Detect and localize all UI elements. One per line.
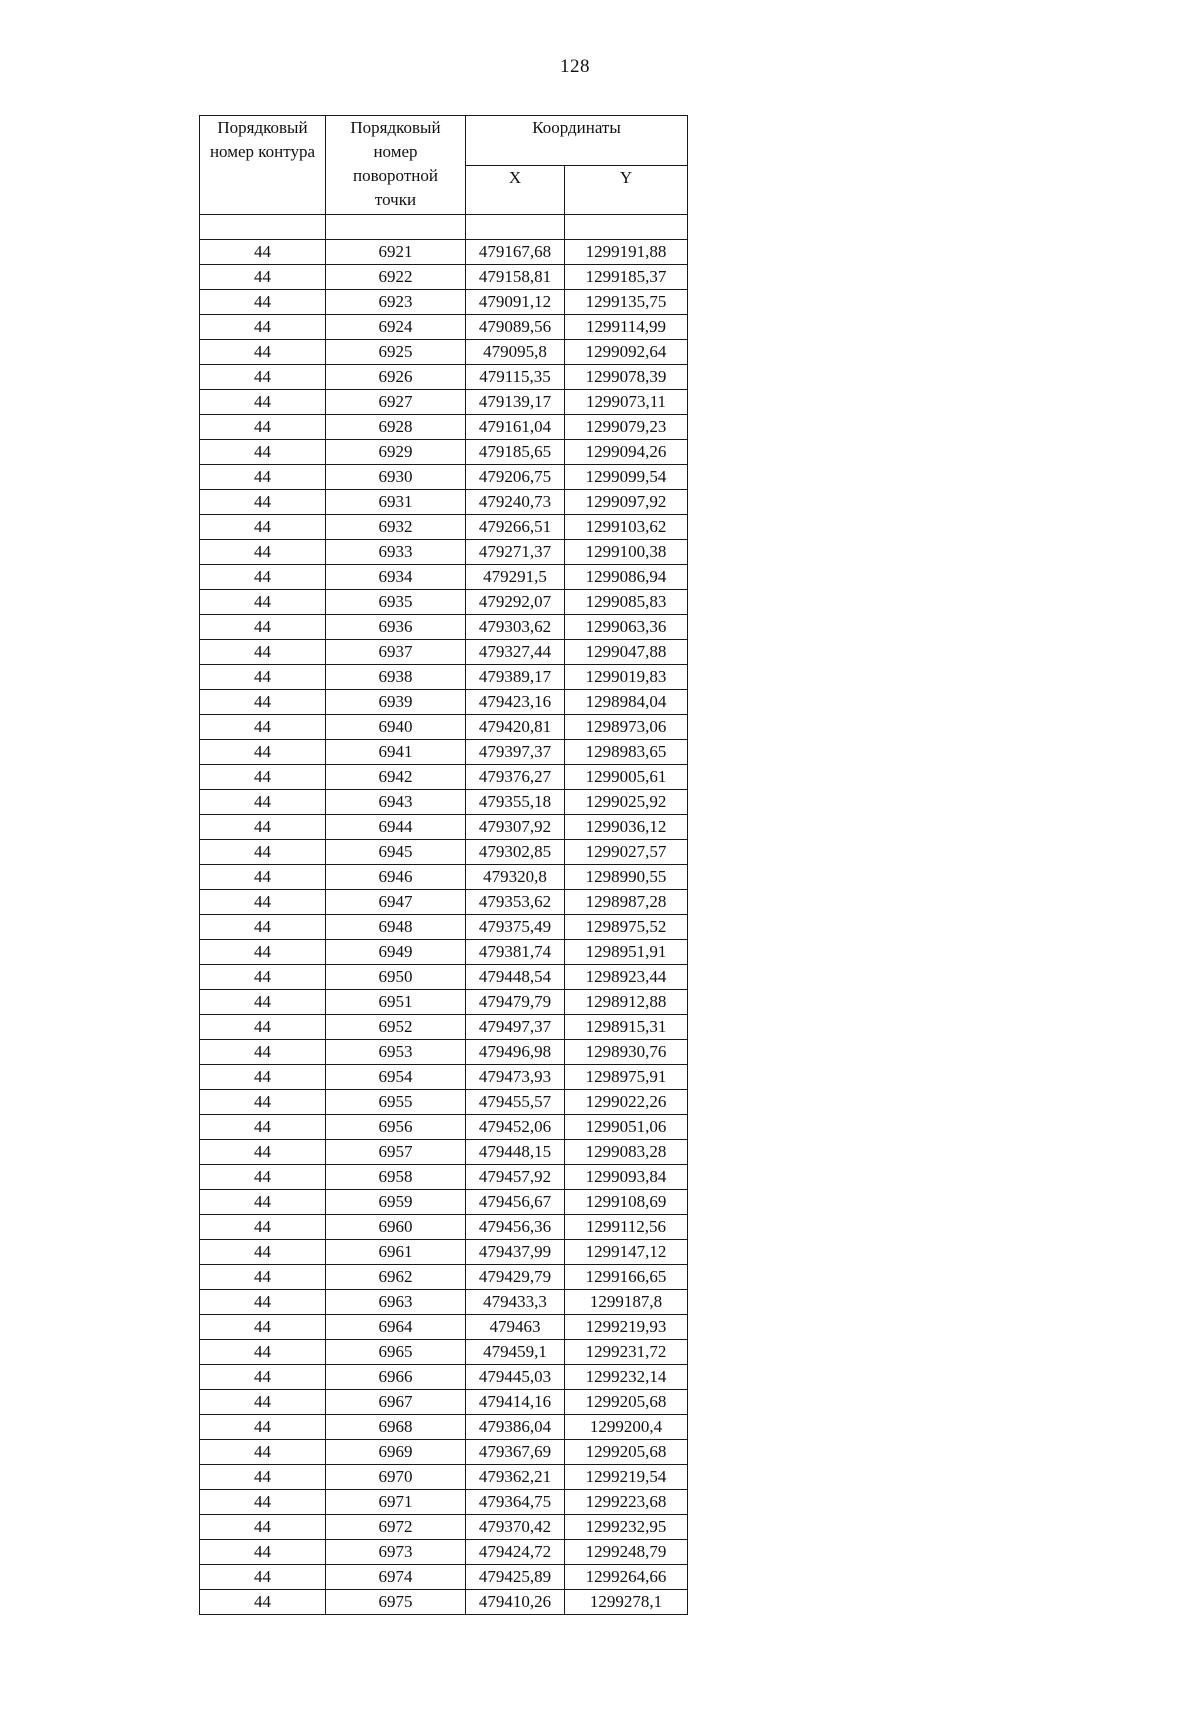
table-row <box>200 640 688 665</box>
cell-contour-number: 44 <box>200 790 326 815</box>
cell-point-number: 6960 <box>326 1215 466 1240</box>
cell-point-number: 6942 <box>326 765 466 790</box>
cell-point-number: 6941 <box>326 740 466 765</box>
cell-y: 1299079,23 <box>565 415 688 440</box>
table-row <box>200 990 688 1015</box>
table-row <box>200 1040 688 1065</box>
cell-x: 479271,37 <box>466 540 565 565</box>
cell-y: 1299185,37 <box>565 265 688 290</box>
cell-contour-number: 44 <box>200 965 326 990</box>
cell-contour-number: 44 <box>200 1440 326 1465</box>
cell-contour-number: 44 <box>200 1290 326 1315</box>
cell-contour-number: 44 <box>200 665 326 690</box>
cell-y: 1299205,68 <box>565 1390 688 1415</box>
cell-x: 479375,49 <box>466 915 565 940</box>
cell-y: 1299232,14 <box>565 1365 688 1390</box>
table-row <box>200 1265 688 1290</box>
cell-contour-number: 44 <box>200 1240 326 1265</box>
table-row <box>200 1565 688 1590</box>
table-row <box>200 1515 688 1540</box>
cell-point-number: 6926 <box>326 365 466 390</box>
cell-x: 479353,62 <box>466 890 565 915</box>
cell-point-number: 6955 <box>326 1090 466 1115</box>
cell-y: 1299103,62 <box>565 515 688 540</box>
table-row <box>200 1140 688 1165</box>
cell-x: 479452,06 <box>466 1115 565 1140</box>
cell-point-number: 6943 <box>326 790 466 815</box>
cell-y: 1298990,55 <box>565 865 688 890</box>
cell-contour-number: 44 <box>200 940 326 965</box>
cell-point-number: 6954 <box>326 1065 466 1090</box>
cell-y: 1298930,76 <box>565 1040 688 1065</box>
cell-point-number: 6927 <box>326 390 466 415</box>
table-row <box>200 1590 688 1615</box>
table-row <box>200 265 688 290</box>
cell-y: 1299073,11 <box>565 390 688 415</box>
cell-contour-number: 44 <box>200 240 326 265</box>
cell-point-number: 6953 <box>326 1040 466 1065</box>
cell-y: 1298987,28 <box>565 890 688 915</box>
cell-point-number: 6967 <box>326 1390 466 1415</box>
cell-contour-number: 44 <box>200 890 326 915</box>
cell-point-number: 6972 <box>326 1515 466 1540</box>
table-row <box>200 1465 688 1490</box>
cell-y: 1298975,52 <box>565 915 688 940</box>
table-row <box>200 1190 688 1215</box>
cell-contour-number: 44 <box>200 290 326 315</box>
table-row <box>200 965 688 990</box>
cell-x: 479455,57 <box>466 1090 565 1115</box>
cell-x: 479355,18 <box>466 790 565 815</box>
cell-y: 1298915,31 <box>565 1015 688 1040</box>
cell-y: 1299108,69 <box>565 1190 688 1215</box>
cell-y: 1299205,68 <box>565 1440 688 1465</box>
cell-contour-number: 44 <box>200 1140 326 1165</box>
cell-y: 1299278,1 <box>565 1590 688 1615</box>
cell-point-number: 6966 <box>326 1365 466 1390</box>
cell-y: 1299083,28 <box>565 1140 688 1165</box>
cell-point-number: 6962 <box>326 1265 466 1290</box>
cell-point-number: 6945 <box>326 840 466 865</box>
cell-contour-number: 44 <box>200 1265 326 1290</box>
cell-point-number: 6957 <box>326 1140 466 1165</box>
table-row <box>200 1315 688 1340</box>
cell-point-number: 6931 <box>326 490 466 515</box>
cell-contour-number: 44 <box>200 1465 326 1490</box>
cell-y: 1299219,54 <box>565 1465 688 1490</box>
cell-contour-number: 44 <box>200 1215 326 1240</box>
cell-point-number: 6930 <box>326 465 466 490</box>
cell-point-number: 6950 <box>326 965 466 990</box>
cell-x: 479397,37 <box>466 740 565 765</box>
cell-contour-number: 44 <box>200 365 326 390</box>
cell-point-number: 6973 <box>326 1540 466 1565</box>
cell-contour-number: 44 <box>200 1340 326 1365</box>
cell-contour-number: 44 <box>200 815 326 840</box>
cell-contour-number: 44 <box>200 915 326 940</box>
cell-y: 1299092,64 <box>565 340 688 365</box>
table-row <box>200 1165 688 1190</box>
cell-contour-number: 44 <box>200 565 326 590</box>
cell-contour-number: 44 <box>200 1090 326 1115</box>
cell-contour-number: 44 <box>200 740 326 765</box>
cell-x: 479139,17 <box>466 390 565 415</box>
table-row <box>200 1115 688 1140</box>
table-row <box>200 1090 688 1115</box>
cell-y: 1299086,94 <box>565 565 688 590</box>
table-row <box>200 1340 688 1365</box>
cell-y: 1299223,68 <box>565 1490 688 1515</box>
cell-x: 479266,51 <box>466 515 565 540</box>
cell-y: 1298983,65 <box>565 740 688 765</box>
cell-point-number: 6933 <box>326 540 466 565</box>
table-row <box>200 1540 688 1565</box>
cell-y: 1299085,83 <box>565 590 688 615</box>
table-row <box>200 1365 688 1390</box>
cell-x: 479091,12 <box>466 290 565 315</box>
cell-x: 479362,21 <box>466 1465 565 1490</box>
cell-point-number: 6932 <box>326 515 466 540</box>
cell-x: 479445,03 <box>466 1365 565 1390</box>
cell-point-number: 6944 <box>326 815 466 840</box>
cell-point-number: 6937 <box>326 640 466 665</box>
cell-x: 479429,79 <box>466 1265 565 1290</box>
cell-contour-number: 44 <box>200 1415 326 1440</box>
cell-y: 1298984,04 <box>565 690 688 715</box>
cell-x: 479240,73 <box>466 490 565 515</box>
cell-x: 479161,04 <box>466 415 565 440</box>
cell-x: 479167,68 <box>466 240 565 265</box>
cell-x: 479425,89 <box>466 1565 565 1590</box>
header-turning-point-number: Порядковый номер поворотной точки <box>326 116 466 215</box>
cell-point-number: 6975 <box>326 1590 466 1615</box>
table-row <box>200 1240 688 1265</box>
cell-point-number: 6958 <box>326 1165 466 1190</box>
cell-contour-number: 44 <box>200 390 326 415</box>
cell-y: 1299005,61 <box>565 765 688 790</box>
cell-point-number: 6948 <box>326 915 466 940</box>
cell-point-number: 6929 <box>326 440 466 465</box>
cell-contour-number: 44 <box>200 265 326 290</box>
cell-y: 1299022,26 <box>565 1090 688 1115</box>
table-row <box>200 1215 688 1240</box>
spacer-cell <box>466 215 565 240</box>
table-row <box>200 290 688 315</box>
cell-point-number: 6969 <box>326 1440 466 1465</box>
cell-contour-number: 44 <box>200 490 326 515</box>
cell-point-number: 6964 <box>326 1315 466 1340</box>
cell-y: 1298975,91 <box>565 1065 688 1090</box>
cell-point-number: 6921 <box>326 240 466 265</box>
cell-x: 479158,81 <box>466 265 565 290</box>
cell-contour-number: 44 <box>200 1540 326 1565</box>
cell-x: 479389,17 <box>466 665 565 690</box>
table-row <box>200 765 688 790</box>
coordinates-table <box>199 115 688 1615</box>
cell-point-number: 6952 <box>326 1015 466 1040</box>
table-row <box>200 940 688 965</box>
cell-x: 479381,74 <box>466 940 565 965</box>
cell-x: 479206,75 <box>466 465 565 490</box>
cell-point-number: 6974 <box>326 1565 466 1590</box>
cell-x: 479302,85 <box>466 840 565 865</box>
cell-x: 479479,79 <box>466 990 565 1015</box>
cell-x: 479463 <box>466 1315 565 1340</box>
cell-y: 1299097,92 <box>565 490 688 515</box>
cell-point-number: 6961 <box>326 1240 466 1265</box>
table-row <box>200 1015 688 1040</box>
cell-contour-number: 44 <box>200 1515 326 1540</box>
cell-y: 1299112,56 <box>565 1215 688 1240</box>
cell-x: 479320,8 <box>466 865 565 890</box>
cell-y: 1299047,88 <box>565 640 688 665</box>
table-header <box>200 116 688 215</box>
cell-point-number: 6959 <box>326 1190 466 1215</box>
cell-point-number: 6946 <box>326 865 466 890</box>
cell-contour-number: 44 <box>200 440 326 465</box>
cell-contour-number: 44 <box>200 1040 326 1065</box>
cell-x: 479291,5 <box>466 565 565 590</box>
cell-y: 1299264,66 <box>565 1565 688 1590</box>
cell-y: 1299027,57 <box>565 840 688 865</box>
cell-point-number: 6963 <box>326 1290 466 1315</box>
cell-x: 479420,81 <box>466 715 565 740</box>
cell-x: 479089,56 <box>466 315 565 340</box>
cell-contour-number: 44 <box>200 1115 326 1140</box>
table-row <box>200 390 688 415</box>
cell-y: 1299166,65 <box>565 1265 688 1290</box>
cell-point-number: 6924 <box>326 315 466 340</box>
cell-contour-number: 44 <box>200 1065 326 1090</box>
table-row <box>200 790 688 815</box>
cell-point-number: 6947 <box>326 890 466 915</box>
cell-contour-number: 44 <box>200 465 326 490</box>
cell-x: 479410,26 <box>466 1590 565 1615</box>
cell-y: 1299093,84 <box>565 1165 688 1190</box>
cell-contour-number: 44 <box>200 690 326 715</box>
header-y: Y <box>565 165 688 215</box>
cell-contour-number: 44 <box>200 340 326 365</box>
cell-y: 1298973,06 <box>565 715 688 740</box>
cell-x: 479370,42 <box>466 1515 565 1540</box>
cell-y: 1299248,79 <box>565 1540 688 1565</box>
cell-point-number: 6939 <box>326 690 466 715</box>
table-row <box>200 440 688 465</box>
cell-contour-number: 44 <box>200 640 326 665</box>
cell-contour-number: 44 <box>200 765 326 790</box>
table-row <box>200 365 688 390</box>
table-row <box>200 890 688 915</box>
cell-point-number: 6968 <box>326 1415 466 1440</box>
cell-point-number: 6970 <box>326 1465 466 1490</box>
spacer-cell <box>565 215 688 240</box>
cell-point-number: 6934 <box>326 565 466 590</box>
cell-point-number: 6928 <box>326 415 466 440</box>
cell-y: 1299219,93 <box>565 1315 688 1340</box>
cell-point-number: 6971 <box>326 1490 466 1515</box>
table-row <box>200 1065 688 1090</box>
cell-contour-number: 44 <box>200 990 326 1015</box>
cell-x: 479303,62 <box>466 615 565 640</box>
cell-contour-number: 44 <box>200 1365 326 1390</box>
cell-x: 479437,99 <box>466 1240 565 1265</box>
cell-point-number: 6938 <box>326 665 466 690</box>
table-row <box>200 615 688 640</box>
cell-y: 1299200,4 <box>565 1415 688 1440</box>
cell-x: 479456,67 <box>466 1190 565 1215</box>
cell-contour-number: 44 <box>200 715 326 740</box>
cell-contour-number: 44 <box>200 615 326 640</box>
cell-contour-number: 44 <box>200 1015 326 1040</box>
header-contour-number: Порядковый номер контура <box>200 116 326 215</box>
cell-contour-number: 44 <box>200 1165 326 1190</box>
cell-contour-number: 44 <box>200 1590 326 1615</box>
cell-x: 479433,3 <box>466 1290 565 1315</box>
table-row <box>200 540 688 565</box>
table-row <box>200 1290 688 1315</box>
table-row <box>200 315 688 340</box>
table-row <box>200 590 688 615</box>
spacer-cell <box>200 215 326 240</box>
cell-point-number: 6965 <box>326 1340 466 1365</box>
spacer-cell <box>326 215 466 240</box>
cell-point-number: 6936 <box>326 615 466 640</box>
cell-y: 1299232,95 <box>565 1515 688 1540</box>
cell-y: 1298951,91 <box>565 940 688 965</box>
cell-contour-number: 44 <box>200 1490 326 1515</box>
cell-point-number: 6949 <box>326 940 466 965</box>
table-body <box>200 215 688 1615</box>
cell-point-number: 6940 <box>326 715 466 740</box>
table-row <box>200 815 688 840</box>
table-row <box>200 915 688 940</box>
cell-contour-number: 44 <box>200 865 326 890</box>
cell-y: 1299094,26 <box>565 440 688 465</box>
cell-contour-number: 44 <box>200 590 326 615</box>
cell-y: 1298912,88 <box>565 990 688 1015</box>
cell-contour-number: 44 <box>200 840 326 865</box>
cell-point-number: 6925 <box>326 340 466 365</box>
cell-y: 1299231,72 <box>565 1340 688 1365</box>
table-row <box>200 740 688 765</box>
cell-contour-number: 44 <box>200 1190 326 1215</box>
cell-y: 1299036,12 <box>565 815 688 840</box>
cell-contour-number: 44 <box>200 315 326 340</box>
cell-x: 479376,27 <box>466 765 565 790</box>
cell-contour-number: 44 <box>200 415 326 440</box>
cell-x: 479457,92 <box>466 1165 565 1190</box>
cell-x: 479424,72 <box>466 1540 565 1565</box>
header-coordinates: Координаты <box>466 116 688 166</box>
cell-x: 479364,75 <box>466 1490 565 1515</box>
cell-x: 479448,15 <box>466 1140 565 1165</box>
table-row <box>200 490 688 515</box>
cell-x: 479292,07 <box>466 590 565 615</box>
cell-x: 479095,8 <box>466 340 565 365</box>
cell-contour-number: 44 <box>200 1390 326 1415</box>
table-row <box>200 715 688 740</box>
cell-point-number: 6951 <box>326 990 466 1015</box>
table-row <box>200 840 688 865</box>
cell-point-number: 6956 <box>326 1115 466 1140</box>
cell-y: 1299019,83 <box>565 665 688 690</box>
cell-y: 1299063,36 <box>565 615 688 640</box>
cell-x: 479459,1 <box>466 1340 565 1365</box>
table-row <box>200 665 688 690</box>
cell-y: 1299147,12 <box>565 1240 688 1265</box>
cell-y: 1299099,54 <box>565 465 688 490</box>
table-row <box>200 690 688 715</box>
cell-x: 479497,37 <box>466 1015 565 1040</box>
cell-x: 479115,35 <box>466 365 565 390</box>
cell-contour-number: 44 <box>200 540 326 565</box>
cell-y: 1298923,44 <box>565 965 688 990</box>
cell-point-number: 6923 <box>326 290 466 315</box>
table-row <box>200 240 688 265</box>
cell-x: 479448,54 <box>466 965 565 990</box>
table-row <box>200 1415 688 1440</box>
cell-y: 1299100,38 <box>565 540 688 565</box>
table-row <box>200 465 688 490</box>
cell-x: 479367,69 <box>466 1440 565 1465</box>
cell-y: 1299187,8 <box>565 1290 688 1315</box>
cell-y: 1299135,75 <box>565 290 688 315</box>
cell-y: 1299051,06 <box>565 1115 688 1140</box>
table-row <box>200 865 688 890</box>
cell-point-number: 6935 <box>326 590 466 615</box>
table-row <box>200 1390 688 1415</box>
cell-y: 1299025,92 <box>565 790 688 815</box>
cell-x: 479307,92 <box>466 815 565 840</box>
table-row <box>200 515 688 540</box>
page-number: 128 <box>560 56 590 77</box>
cell-x: 479414,16 <box>466 1390 565 1415</box>
cell-contour-number: 44 <box>200 1565 326 1590</box>
header-spacer-row <box>200 215 688 240</box>
cell-x: 479456,36 <box>466 1215 565 1240</box>
cell-y: 1299078,39 <box>565 365 688 390</box>
table-row <box>200 1490 688 1515</box>
cell-x: 479386,04 <box>466 1415 565 1440</box>
cell-x: 479185,65 <box>466 440 565 465</box>
cell-contour-number: 44 <box>200 515 326 540</box>
cell-x: 479423,16 <box>466 690 565 715</box>
cell-point-number: 6922 <box>326 265 466 290</box>
table-row <box>200 1440 688 1465</box>
table-row <box>200 340 688 365</box>
table-row <box>200 565 688 590</box>
cell-y: 1299191,88 <box>565 240 688 265</box>
cell-contour-number: 44 <box>200 1315 326 1340</box>
cell-x: 479473,93 <box>466 1065 565 1090</box>
header-x: X <box>466 165 565 215</box>
cell-x: 479327,44 <box>466 640 565 665</box>
cell-y: 1299114,99 <box>565 315 688 340</box>
cell-x: 479496,98 <box>466 1040 565 1065</box>
table-row <box>200 415 688 440</box>
